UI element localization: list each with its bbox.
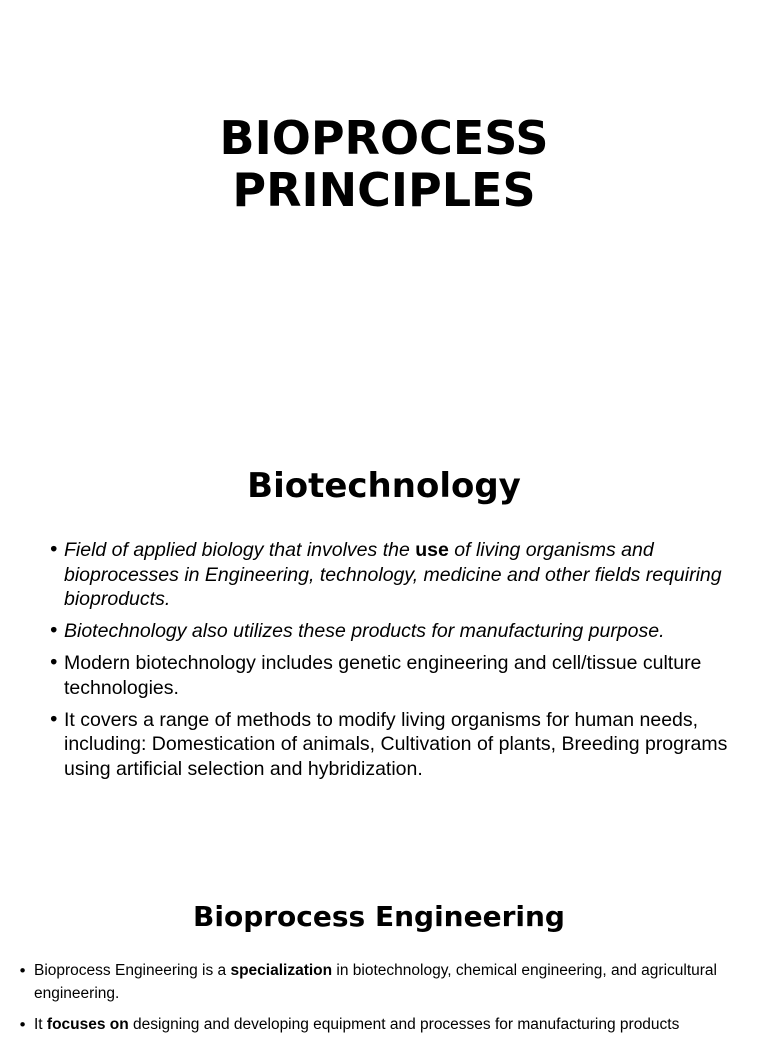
title-line-1: BIOPROCESS <box>219 111 549 165</box>
slide-title <box>0 0 768 400</box>
bullet-item <box>16 960 756 1005</box>
bullet-list <box>16 960 756 1046</box>
bullet-item <box>46 538 751 612</box>
slide-bioprocess-engineering <box>0 880 768 1033</box>
bullet-text: in biotechnology, chemical engineering, and agricultural engineering. <box>34 962 717 1002</box>
bullet-text-bold: specialization <box>230 962 333 979</box>
bullet-text: of living organisms and bioprocesses in Engineering, technology, medicine and other fields requiring bioproducts. <box>64 539 722 610</box>
bullet-item <box>16 1014 756 1037</box>
bullet-text: Field of applied biology that involves the <box>64 539 416 561</box>
bullet-text: It <box>34 1016 47 1033</box>
bullet-item <box>46 651 751 700</box>
slide-heading: Biotechnology <box>247 466 521 506</box>
bullet-text-bold: use <box>415 539 449 561</box>
bullet-text: Bioprocess Engineering is a <box>34 962 231 979</box>
slide-heading: Bioprocess Engineering <box>193 900 565 933</box>
slide-biotechnology <box>0 440 768 820</box>
bullet-text: designing and developing equipment and processes for manufacturing products <box>128 1016 680 1033</box>
bullet-text: Modern biotechnology includes genetic engineering and cell/tissue culture technologies. <box>64 652 702 699</box>
title-line-2: PRINCIPLES <box>232 163 536 217</box>
bullet-list <box>46 538 751 789</box>
slide-title-heading <box>0 112 768 216</box>
bullet-text-bold: focuses on <box>46 1016 129 1033</box>
bullet-text: It covers a range of methods to modify living organisms for human needs, including: Domestication of animals, Cultivation of plants, Breeding programs using artificial selection and hybridization. <box>64 708 728 780</box>
bullet-item <box>46 619 751 644</box>
bullet-text: Biotechnology also utilizes these products for manufacturing purpose. <box>64 620 665 642</box>
bullet-item <box>46 708 751 782</box>
